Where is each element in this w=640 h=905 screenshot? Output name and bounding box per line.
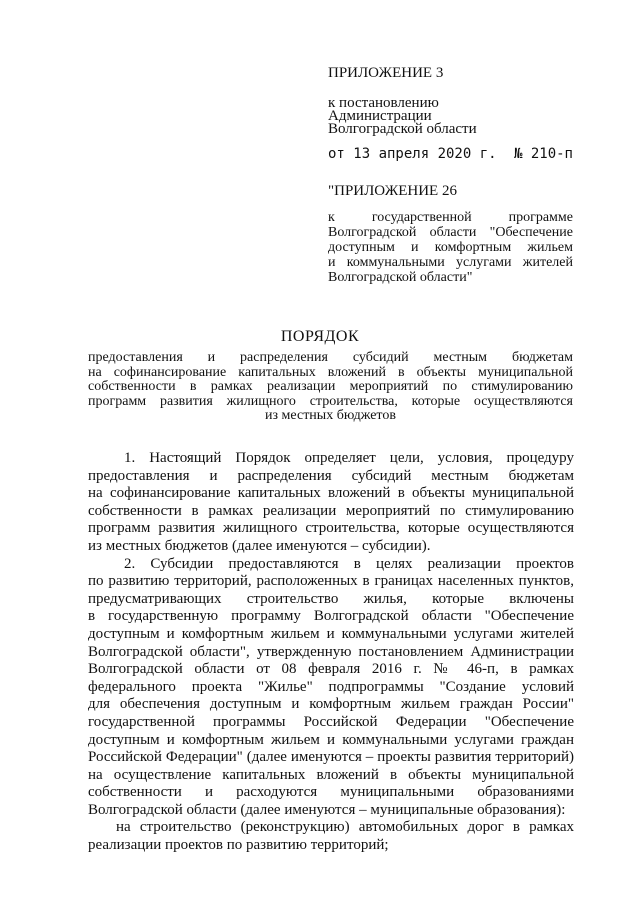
- body-line: в государственную программу Волгоградской области "Обеспечение: [88, 608, 574, 625]
- body-line: Волгоградской области (далее именуются – муниципальные образования):: [88, 801, 566, 818]
- body-line: 1. Настоящий Порядок определяет цели, условия, процедуру: [124, 450, 574, 466]
- body-line: собственности в рамках реализации мероприятий по стимулированию: [88, 502, 574, 519]
- body-line: на строительство (реконструкцию) автомобильных дорог в рамках: [116, 819, 574, 836]
- body-line: Волгоградской области", утвержденную постановлением Администрации: [88, 643, 574, 660]
- body-line: для обеспечения доступным и комфортным жильем граждан России": [88, 696, 574, 713]
- body-line: государственной программы Российской Федерации "Обеспечение: [88, 713, 574, 730]
- appendix-title: ПРИЛОЖЕНИЕ 3: [328, 65, 444, 81]
- decree-date: от 13 апреля 2020 г.: [328, 146, 497, 162]
- body-line: Волгоградской области от 08 февраля 2016 г. № 46-п, в рамках: [88, 661, 574, 678]
- subtitle-line: программ развития жилищного строительства, которые осуществляются: [88, 393, 573, 409]
- body-line: собственности и расходуются муниципальными образованиями: [88, 784, 574, 801]
- reference-line: Волгоградской области": [328, 270, 473, 285]
- body-line: на осуществление капитальных вложений в объекты муниципальной: [88, 766, 574, 783]
- subtitle-line: на софинансирование капитальных вложений в объекты муниципальной: [88, 364, 573, 380]
- reference-line: Волгоградской области "Обеспечение: [328, 225, 573, 240]
- subtitle-line: предоставления и распределения субсидий местным бюджетам: [88, 350, 573, 365]
- reference-appendix-title: "ПРИЛОЖЕНИЕ 26: [328, 183, 457, 199]
- body-line: из местных бюджетов (далее именуются – субсидии).: [88, 537, 431, 554]
- body-line: предоставления и распределения субсидий местным бюджетам: [88, 467, 574, 484]
- decree-line-3: Волгоградской области: [328, 121, 477, 137]
- reference-text: [328, 210, 573, 285]
- body-line: реализации проектов по развитию территорий;: [88, 837, 389, 854]
- subtitle-line: из местных бюджетов: [265, 408, 396, 423]
- document-body: [88, 450, 574, 855]
- document-title: ПОРЯДОК: [280, 328, 360, 345]
- decree-number: № 210-п: [513, 146, 573, 162]
- reference-line: доступным и комфортным жильем: [328, 240, 573, 255]
- decree-date-number: [328, 146, 573, 162]
- body-line: Российской Федерации" (далее именуются – проекты развития территорий): [88, 749, 574, 766]
- body-line: доступным и комфортным жильем и коммунальными услугами жителей: [88, 625, 574, 642]
- subtitle-line: собственности в рамках реализации мероприятий по стимулированию: [88, 379, 573, 394]
- decree-line-2: Администрации: [328, 108, 432, 124]
- decree-line-1: к постановлению: [328, 95, 439, 111]
- document-subtitle: [88, 351, 573, 424]
- body-line: предусматривающих строительство жилья, которые включены: [88, 590, 574, 607]
- reference-line: к государственной программе: [328, 210, 573, 225]
- body-line: доступным и комфортным жильем и коммунальными услугами граждан: [88, 731, 574, 748]
- body-line: 2. Субсидии предоставляются в целях реализации проектов: [124, 555, 574, 572]
- body-line: по развитию территорий, расположенных в границах населенных пунктов,: [88, 573, 574, 590]
- body-line: федерального проекта "Жилье" подпрограммы "Создание условий: [88, 678, 574, 695]
- reference-line: и коммунальными услугами жителей: [328, 255, 573, 270]
- body-line: на софинансирование капитальных вложений в объекты муниципальной: [88, 485, 574, 502]
- body-line: программ развития жилищного строительства, которые осуществляются: [88, 520, 574, 537]
